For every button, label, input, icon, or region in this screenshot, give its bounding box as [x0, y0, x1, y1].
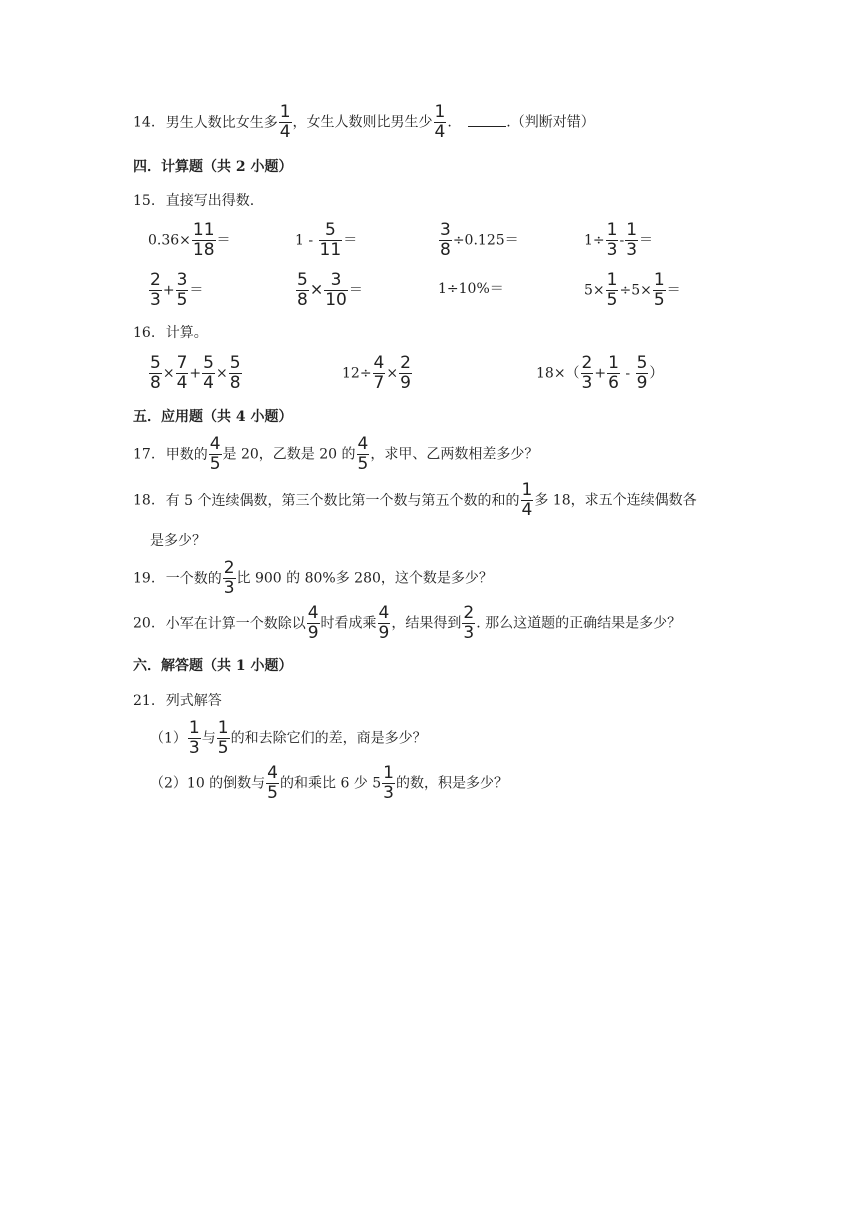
calc-item [438, 222, 519, 259]
question-text: （2）10 的倒数与 [150, 775, 266, 792]
fraction: $\frac{3}{5}$ [176, 270, 188, 310]
question-17 [133, 436, 538, 473]
fraction: $\frac{3}{8}$ [440, 220, 451, 260]
fraction: $\frac{2}{3}$ [463, 603, 475, 643]
question-number: 17. [133, 446, 156, 463]
expr-text: ＝ [666, 282, 681, 299]
expr-text: 5× [584, 282, 605, 299]
question-text: ，女生人数则比男生少 [292, 114, 433, 131]
expr-text: × [215, 365, 228, 382]
question-19 [133, 560, 493, 597]
question-text: （1） [150, 730, 187, 747]
section-title: 六．解答题（共 1 小题） [133, 658, 293, 674]
expr-text: ＝ [343, 232, 358, 249]
question-text: 列式解答 [165, 693, 222, 709]
fraction: $\frac{1}{4}$ [434, 102, 446, 142]
fraction: $\frac{4}{5}$ [209, 434, 221, 474]
calc-item [438, 278, 504, 298]
question-number: 18. [133, 492, 156, 509]
question-text: 与 [201, 730, 216, 747]
expr-text: ＝ [216, 232, 231, 249]
fraction: $\frac{2}{3}$ [581, 353, 593, 393]
question-number: 21. [133, 693, 156, 709]
question-text: 的和乘比 6 少 5 [280, 775, 382, 792]
fraction: $\frac{1}{3}$ [383, 763, 394, 803]
fraction: $\frac{5}{8}$ [297, 270, 308, 310]
expr-text: × [162, 365, 175, 382]
expr-text: × [309, 279, 324, 299]
question-number: 20. [133, 615, 156, 632]
question-18 [133, 482, 697, 519]
question-text: 是 20，乙数是 20 的 [222, 446, 356, 463]
fraction: $\frac{5}{9}$ [636, 353, 648, 393]
fraction: $\frac{2}{3}$ [223, 558, 235, 598]
expr-text: + [189, 365, 202, 382]
calc-item [342, 355, 413, 392]
question-number: 19. [133, 570, 156, 587]
calc-item [148, 272, 203, 309]
calc-item [584, 272, 681, 309]
question-number: 16. [133, 325, 156, 341]
section-title: 四．计算题（共 2 小题） [133, 159, 293, 175]
question-text: 一个数的 [165, 570, 222, 587]
question-text: 多 18，求五个连续偶数各 [534, 492, 697, 509]
fraction: $\frac{4}{5}$ [357, 434, 369, 474]
question-text: ，求甲、乙两数相差多少？ [370, 446, 539, 463]
expr-text: ＝ [639, 232, 654, 249]
expr-text: 0.36× [148, 232, 191, 249]
calc-item [148, 222, 231, 259]
fraction: $\frac{1}{3}$ [626, 220, 638, 260]
calc-item [536, 355, 663, 392]
question-text: ，结果得到 [391, 615, 462, 632]
question-text: 直接写出得数. [165, 193, 255, 209]
section-title: 五．应用题（共 4 小题） [133, 409, 293, 425]
fraction: $\frac{5}{8}$ [229, 353, 241, 393]
expr-text: ＝ [189, 282, 204, 299]
fraction: $\frac{1}{5}$ [653, 270, 665, 310]
question-number: 15. [133, 193, 156, 209]
fraction: $\frac{1}{4}$ [279, 102, 291, 142]
fraction: $\frac{4}{5}$ [267, 763, 278, 803]
fraction: $\frac{5}{4}$ [203, 353, 214, 393]
expr-text: × [386, 365, 399, 382]
fraction: $\frac{4}{7}$ [373, 353, 385, 393]
question-number: 14. [133, 114, 156, 131]
sub-question-1 [150, 720, 427, 757]
fraction: $\frac{5}{11}$ [319, 220, 342, 260]
expr-text: - [620, 365, 635, 382]
question-text: . 那么这道题的正确结果是多少？ [476, 615, 682, 632]
judge-hint: .（判断对错） [506, 114, 595, 131]
question-text: 的和去除它们的差，商是多少？ [230, 730, 427, 747]
fraction: $\frac{7}{4}$ [176, 353, 188, 393]
calc-item [295, 222, 357, 259]
fraction: $\frac{2}{9}$ [400, 353, 411, 393]
fraction: $\frac{5}{8}$ [150, 353, 161, 393]
calc-item [148, 355, 243, 392]
expr-text: ＝ [348, 282, 363, 299]
expr-text: 12÷ [342, 365, 372, 382]
expr-text: 18×（ [536, 365, 580, 382]
fraction: $\frac{1}{4}$ [521, 480, 533, 520]
expr-text: + [594, 365, 607, 382]
expr-text: - [619, 232, 625, 249]
question-text: 的数，积是多少？ [396, 775, 508, 792]
expr-text: ÷5× [619, 282, 652, 299]
calc-item [584, 222, 653, 259]
fraction: $\frac{2}{3}$ [150, 270, 161, 310]
question-15 [133, 190, 254, 210]
fraction: $\frac{4}{9}$ [307, 603, 319, 643]
fraction: $\frac{1}{3}$ [188, 718, 200, 758]
question-text: 有 5 个连续偶数，第三个数比第一个数与第五个数的和的 [165, 492, 520, 509]
expr-text: + [162, 282, 175, 299]
answer-blank[interactable] [468, 114, 506, 127]
calc-item [295, 272, 363, 309]
expr-text: 1÷ [584, 232, 605, 249]
question-18-continued: 是多少？ [150, 533, 206, 549]
question-text: 比 900 的 80%多 280，这个数是多少？ [236, 570, 493, 587]
question-20 [133, 605, 681, 642]
question-text: 甲数的 [165, 446, 208, 463]
fraction: $\frac{4}{9}$ [378, 603, 390, 643]
expr-text: 1 - [295, 232, 318, 249]
fraction: $\frac{1}{6}$ [608, 353, 619, 393]
sub-question-2 [150, 765, 508, 802]
fraction: $\frac{1}{5}$ [217, 718, 229, 758]
expr-text: ） [649, 365, 664, 382]
period: . [447, 114, 452, 131]
fraction: $\frac{1}{5}$ [606, 270, 618, 310]
question-21 [133, 690, 222, 710]
fraction: $\frac{3}{10}$ [325, 270, 347, 310]
question-text: 计算。 [165, 325, 208, 341]
question-text: 时看成乘 [320, 615, 377, 632]
question-text: 男生人数比女生多 [165, 114, 278, 131]
fraction: $\frac{11}{18}$ [192, 220, 215, 260]
expr-text: ÷0.125＝ [452, 232, 519, 249]
question-text: 小军在计算一个数除以 [165, 615, 306, 632]
question-14 [133, 104, 595, 141]
fraction: $\frac{1}{3}$ [606, 220, 618, 260]
question-16 [133, 322, 208, 342]
expr-text: 1÷10%＝ [438, 281, 504, 297]
